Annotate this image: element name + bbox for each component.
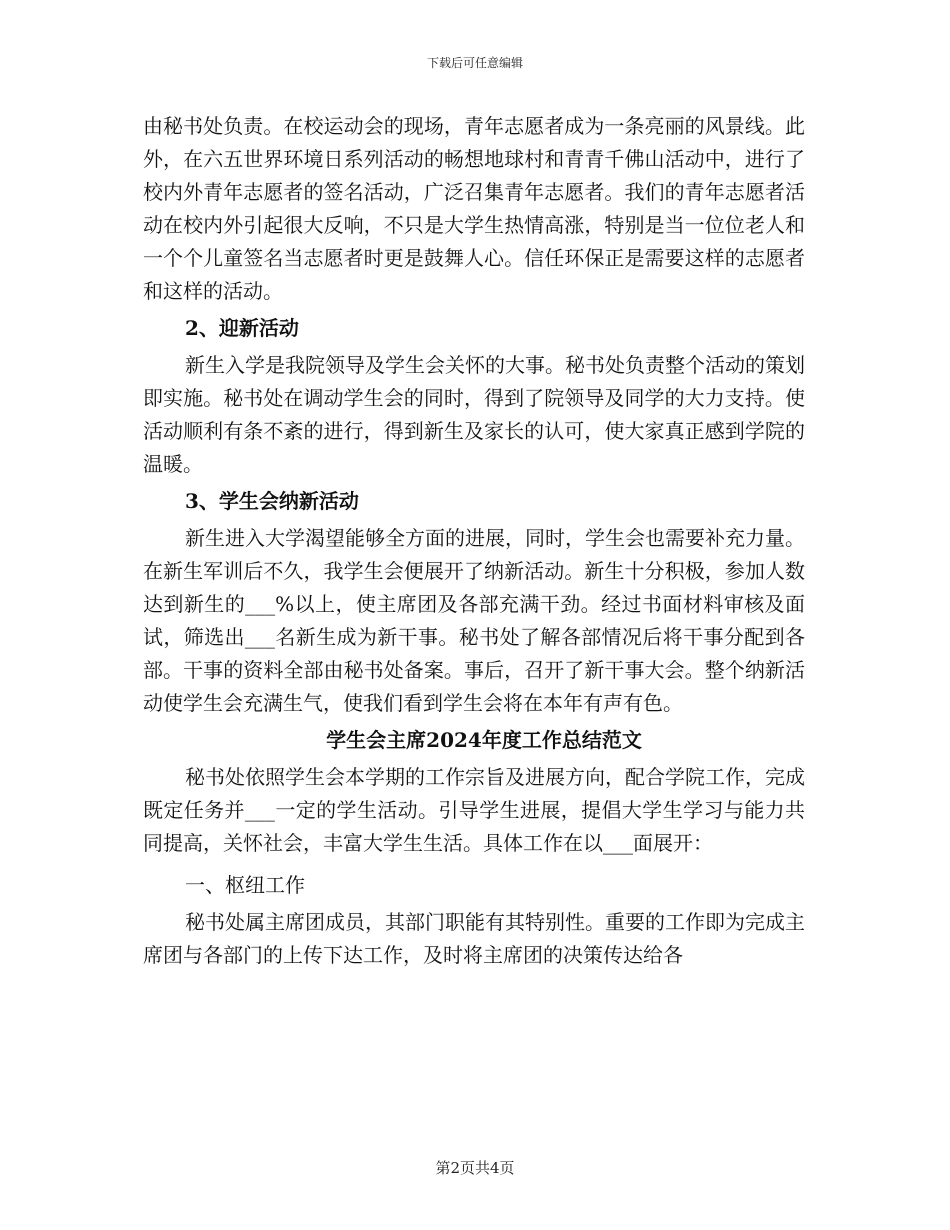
paragraph-hub-work: 秘书处属主席团成员，其部门职能有其特别性。重要的工作即为完成主席团与各部门的上传下达工作，及时将主席团的决策传达给各 — [143, 910, 805, 967]
document-title: 学生会主席2024年度工作总结范文 — [326, 728, 642, 752]
heading-recruitment-activity: 3、学生会纳新活动 — [185, 489, 359, 513]
paragraph-intro: 秘书处依照学生会本学期的工作宗旨及进展方向，配合学院工作，完成既定任务并___一定的学生活动。引导学生进展，提倡大学生学习与能力共同提高，关怀社会，丰富大学生生活。具体工作在以___面展开： — [143, 765, 805, 855]
page-header: 下载后可任意编辑 — [426, 56, 523, 70]
paragraph-recruitment-activity: 新生进入大学渴望能够全方面的进展，同时，学生会也需要补充力量。在新生军训后不久，我学生会便展开了纳新活动。新生十分积极，参加人数达到新生的___%以上，使主席团及各部充满干劲。经过书面材料审核及面试，筛选出___名新生成为新干事。秘书处了解各部情况后将干事分配到各部。干事的资料全部由秘书处备案。事后，召开了新干事大会。整个纳新活动使学生会充满生气，使我们看到学生会将在本年有声有色。 — [143, 526, 805, 715]
paragraph-welcome-activity: 新生入学是我院领导及学生会关怀的大事。秘书处负责整个活动的策划即实施。秘书处在调动学生会的同时，得到了院领导及同学的大力支持。使活动顺利有条不紊的进行，得到新生及家长的认可，使大家真正感到学院的温暖。 — [143, 353, 805, 476]
heading-hub-work: 一、枢纽工作 — [185, 873, 305, 897]
paragraph-volunteers: 由秘书处负责。在校运动会的现场，青年志愿者成为一条亮丽的风景线。此外，在六五世界环境日系列活动的畅想地球村和青青千佛山活动中，进行了校内外青年志愿者的签名活动，广泛召集青年志愿者。我们的青年志愿者活动在校内外引起很大反响，不只是大学生热情高涨，特别是当一位位老人和一个个儿童签名当志愿者时更是鼓舞人心。信任环保正是需要这样的志愿者和这样的活动。 — [143, 114, 805, 303]
page-number: 第2页共4页 — [435, 1159, 515, 1177]
document-body — [143, 110, 805, 972]
heading-welcome-activity: 2、迎新活动 — [185, 316, 299, 340]
